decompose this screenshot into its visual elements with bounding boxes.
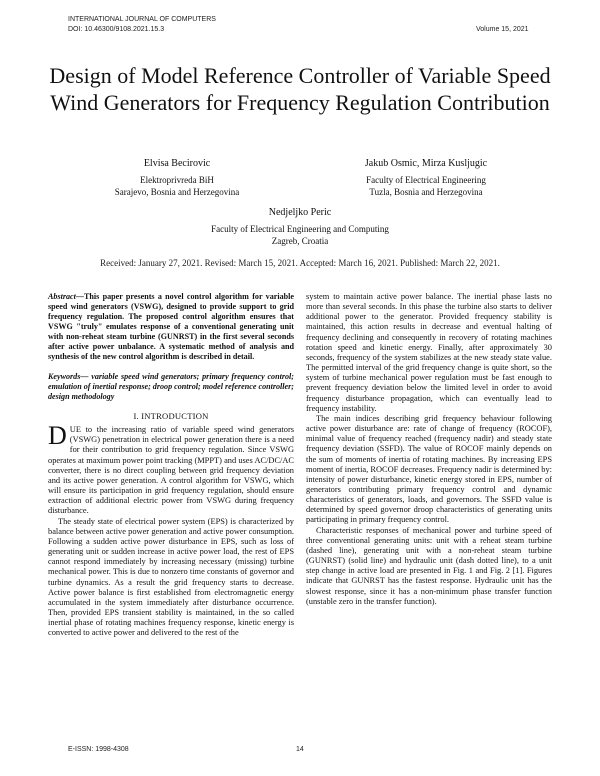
drop-cap: D <box>48 421 67 451</box>
left-column <box>48 292 294 638</box>
author-location: Sarajevo, Bosnia and Herzegovina <box>114 187 240 197</box>
author-block-3 <box>175 207 425 247</box>
body-paragraph-2: The main indices describing grid frequency behaviour following active power disturbance are: rate of change of frequency (ROCOF), minimal value of frequency reached (frequency nadir) and steady state frequency deviation (SSFD). The value of ROCOF mainly depends on the sum of moments of inertia of rotating machines. By increasing EPS moment of inertia, ROCOF decreases. Frequency nadir is determined by: intensity of power disturbance, kinetic energy stored in EPS, number of generators contributing primary frequency control and dynamic characteristics of generators, loads, and governors. The SSFD value is determined by speed governor droop characteristics of generating units participating in primary frequency control. <box>306 413 552 525</box>
author-name: Jakub Osmic, Mirza Kusljugic <box>364 158 488 169</box>
abstract-text: This paper presents a novel control algorithm for variable speed wind generators (VSWG), designed to provide support to grid frequency regulation. The proposed control algorithm ensures that VSWG "truly" emulates response of a conventional generating unit with non-reheat steam turbine (GUNRST) in the first several seconds after active power unbalance. A systematic method of analysis and synthesis of the new control algorithm is described in detail. <box>48 292 294 361</box>
intro-paragraph-1 <box>48 421 294 516</box>
journal-name: INTERNATIONAL JOURNAL OF COMPUTERS <box>68 16 216 23</box>
publication-dates: Received: January 27, 2021. Revised: March 15, 2021. Accepted: March 16, 2021. Published: March 22, 2021. <box>100 258 500 268</box>
keywords-text: variable speed wind generators; primary frequency control; emulation of inertial response; droop control; model reference controller; design methodology <box>48 372 294 401</box>
page-number: 14 <box>296 746 304 753</box>
body-paragraph-3: Characteristic responses of mechanical power and turbine speed of three conventional generating units: unit with a reheat steam turbine (dashed line), generating unit with a non-reheat steam turbine (GUNRST) (solid line) and hydraulic unit (dash dotted line), to a unit step change in active load are presented in Fig. 1 and Fig. 2 [1]. Figures indicate that GUNRST has the fastest response. Hydraulic unit has the slowest response, since it has a non-minimum phase transfer function (unstable zero in the transfer function). <box>306 525 552 606</box>
issn: E-ISSN: 1998-4308 <box>68 746 129 753</box>
author-location: Zagreb, Croatia <box>271 236 329 246</box>
intro-paragraph-2: The steady state of electrical power system (EPS) is characterized by balance between active power generation and active power consumption. Following a sudden active power disturbance in EPS, such as loss of generating unit or sudden increase in active power load, the rest of EPS cannot respond immediately by increasing necessary (missing) turbine mechanical power. This is due to nonzero time constants of governor and turbine dynamics. As a result the grid frequency starts to decrease. Active power balance is first established from electromagnetic energy accumulated in the system immediately after disturbance occurrence. Then, provided EPS transient stability is maintained, in the so called inertial phase of rotating machines frequency response, kinetic energy is converted to active power and delivered to the rest of the <box>48 516 294 638</box>
author-affiliation: Faculty of Electrical Engineering <box>366 175 486 185</box>
body-paragraph-1: system to maintain active power balance. The inertial phase lasts no more than several seconds. In this phase the turbine also starts to deliver additional power to the generator. Provided frequency stability is maintained, this action results in decrease and eventual halting of frequency declining and consequently in recovery of rotating machines rotation speed and kinetic energy. Finally, after approximately 30 seconds, frequency of the system stabilizes at the new steady state value. The permitted interval of the grid frequency change is quite short, so the system of turbine mechanical power regulation must be fast enough to prevent frequency deviation below the limited level in order to avoid frequency disturbance propagation, which can eventually lead to frequency instability. <box>306 292 552 413</box>
author-name: Nedjeljko Peric <box>268 207 332 218</box>
author-name: Elvisa Becirovic <box>143 158 211 169</box>
intro-paragraph-1-text: UE to the increasing ratio of variable speed wind generators (VSWG) penetration in electrical power generation there is a need for their contribution to grid frequency regulation. Since VSWG operates at maximum power point tracking (MPPT) and uses AC/DC/AC converter, there is no direct coupling between grid frequency deviation and its active power generation. A control algorithm for VSWG, which will ensure its participation in grid frequency regulation, should ensure extraction of additional electric power from VSWG during frequency disturbance. <box>48 425 294 516</box>
keywords <box>48 372 294 402</box>
author-block-1 <box>92 158 262 198</box>
right-column <box>306 292 552 607</box>
volume: Volume 15, 2021 <box>476 26 529 33</box>
author-affiliation: Elektroprivreda BiH <box>140 175 214 185</box>
author-affiliation: Faculty of Electrical Engineering and Computing <box>211 224 389 234</box>
doi: DOI: 10.46300/9108.2021.15.3 <box>68 26 165 33</box>
keywords-label: Keywords— <box>48 372 89 381</box>
author-location: Tuzla, Bosnia and Herzegovina <box>369 187 483 197</box>
section-heading: I. INTRODUCTION <box>133 411 209 421</box>
author-block-2 <box>336 158 516 198</box>
abstract-label: Abstract— <box>48 292 84 301</box>
paper-title: Design of Model Reference Controller of Variable Speed Wind Generators for Frequency Regulation Contribution <box>49 63 551 115</box>
abstract <box>48 292 294 362</box>
